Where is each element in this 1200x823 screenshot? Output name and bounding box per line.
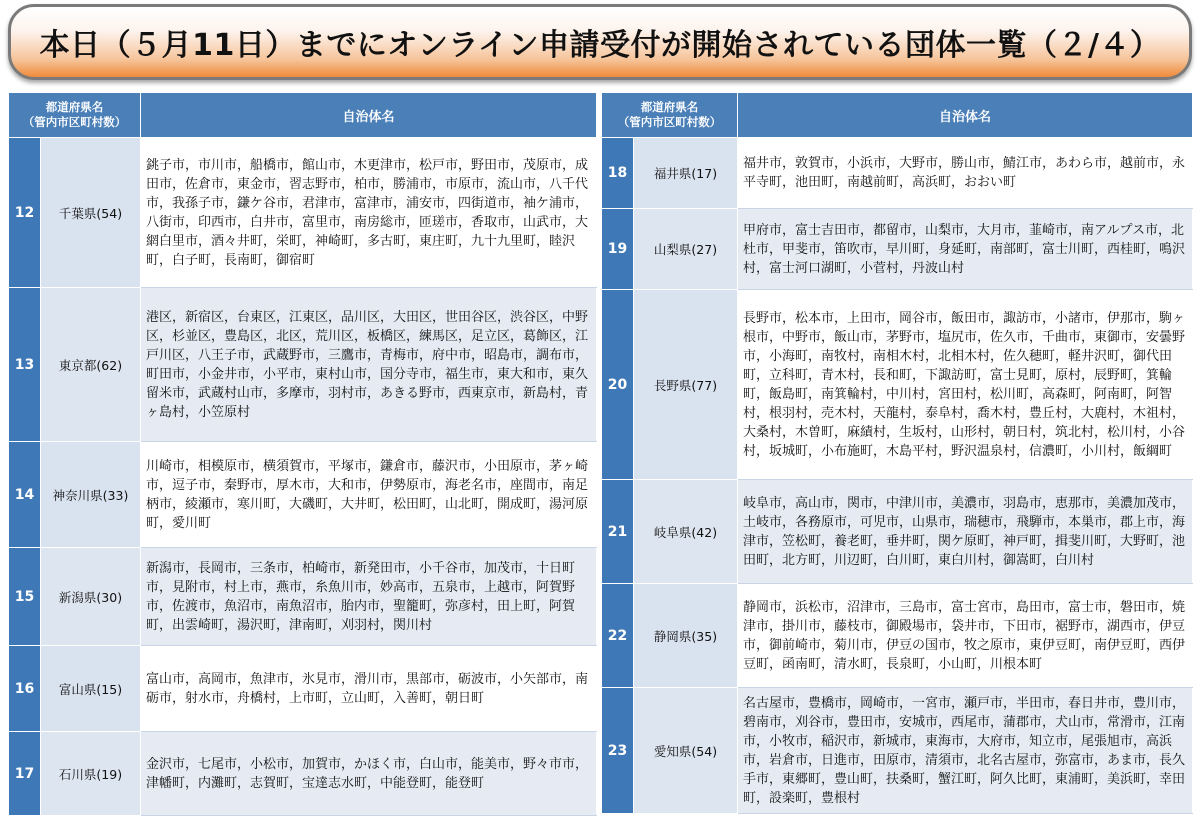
table-row <box>602 138 1193 209</box>
municipality-list: 静岡市，浜松市，沼津市，三島市，富士宮市，島田市，富士市，磐田市，焼津市，掛川市，藤枝市，御殿場市，袋井市，下田市，裾野市，湖西市，伊豆市，御前崎市，菊川市，伊豆の国市，牧之原市，東伊豆町，南伊豆町，西伊豆町，函南町，清水町，長泉町，小山町，川根本町 <box>738 584 1193 688</box>
row-number: 22 <box>602 584 634 688</box>
row-number: 14 <box>9 442 41 548</box>
right-table <box>601 92 1193 814</box>
prefecture-name: 富山県(15) <box>41 646 141 732</box>
row-number: 18 <box>602 138 634 209</box>
municipality-list: 長野市，松本市，上田市，岡谷市，飯田市，諏訪市，小諸市，伊那市，駒ヶ根市，中野市，飯山市，茅野市，塩尻市，佐久市，千曲市，東御市，安曇野市，小海町，南牧村，南相木村，北相木村，佐久穂町，軽井沢町，御代田町，立科町，青木村，長和町，下諏訪町，富士見町，原村，辰野町，箕輪町，飯島町，南箕輪村，中川村，宮田村，松川町，高森町，阿南町，阿智村，根羽村，売木村，天龍村，泰阜村，喬木村，豊丘村，大鹿村，木祖村，大桑村，木曽町，麻績村，生坂村，山形村，朝日村，筑北村，松川村，小谷村，坂城町，小布施町，木島平村，野沢温泉村，信濃町，小川村，飯綱町 <box>738 290 1193 480</box>
table-row <box>9 288 597 442</box>
prefecture-name: 東京都(62) <box>41 288 141 442</box>
table-row <box>602 209 1193 290</box>
prefecture-name: 神奈川県(33) <box>41 442 141 548</box>
municipality-list: 川崎市，相模原市，横須賀市，平塚市，鎌倉市，藤沢市，小田原市，茅ヶ崎市，逗子市，秦野市，厚木市，大和市，伊勢原市，海老名市，座間市，南足柄市，綾瀬市，寒川町，大磯町，大井町，松田町，山北町，開成町，湯河原町，愛川町 <box>141 442 597 548</box>
title-banner <box>8 4 1192 80</box>
right-header-row <box>602 93 1193 138</box>
row-number: 16 <box>9 646 41 732</box>
prefecture-header-line1: 都道府県名 <box>45 100 104 114</box>
row-number: 23 <box>602 688 634 814</box>
prefecture-header-line2: （管内市区町村数） <box>617 115 722 129</box>
prefecture-header-line1: 都道府県名 <box>640 100 699 114</box>
prefecture-column-header <box>9 93 141 138</box>
municipality-column-header: 自治体名 <box>738 93 1193 138</box>
row-number: 19 <box>602 209 634 290</box>
prefecture-name: 山梨県(27) <box>634 209 738 290</box>
row-number: 17 <box>9 732 41 816</box>
prefecture-name: 愛知県(54) <box>634 688 738 814</box>
left-table-panel <box>8 92 596 816</box>
row-number: 12 <box>9 138 41 288</box>
table-row <box>602 290 1193 480</box>
municipality-list: 新潟市，長岡市，三条市，柏崎市，新発田市，小千谷市，加茂市，十日町市，見附市，村上市，燕市，糸魚川市，妙高市，五泉市，上越市，阿賀野市，佐渡市，魚沼市，南魚沼市，胎内市，聖籠町，弥彦村，田上町，阿賀町，出雲崎町，湯沢町，津南町，刈羽村，関川村 <box>141 548 597 646</box>
prefecture-name: 千葉県(54) <box>41 138 141 288</box>
table-row <box>602 688 1193 814</box>
municipality-list: 福井市，敦賀市，小浜市，大野市，勝山市，鯖江市，あわら市，越前市，永平寺町，池田町，南越前町，高浜町，おおい町 <box>738 138 1193 209</box>
prefecture-name: 長野県(77) <box>634 290 738 480</box>
left-table <box>8 92 597 816</box>
municipality-list: 甲府市，富士吉田市，都留市，山梨市，大月市，韮崎市，南アルプス市，北杜市，甲斐市，笛吹市，早川町，身延町，南部町，富士川町，西桂町，鳴沢村，富士河口湖町，小菅村，丹波山村 <box>738 209 1193 290</box>
municipality-list: 岐阜市，高山市，関市，中津川市，美濃市，羽島市，恵那市，美濃加茂市，土岐市，各務原市，可児市，山県市，瑞穂市，飛騨市，本巣市，郡上市，海津市，笠松町，養老町，垂井町，関ケ原町，神戸町，揖斐川町，大野町，池田町，北方町，川辺町，白川町，東白川村，御嵩町，白川村 <box>738 480 1193 584</box>
row-number: 21 <box>602 480 634 584</box>
table-row <box>9 548 597 646</box>
prefecture-header-line2: （管内市区町村数） <box>22 115 127 129</box>
prefecture-name: 新潟県(30) <box>41 548 141 646</box>
municipality-list: 銚子市，市川市，船橋市，館山市，木更津市，松戸市，野田市，茂原市，成田市，佐倉市，東金市，習志野市，柏市，勝浦市，市原市，流山市，八千代市，我孫子市，鎌ケ谷市，君津市，富津市，浦安市，四街道市，袖ケ浦市，八街市，印西市，白井市，富里市，南房総市，匝瑳市，香取市，山武市，大網白里市，酒々井町，栄町，神崎町，多古町，東庄町，九十九里町，睦沢町，白子町，長南町，御宿町 <box>141 138 597 288</box>
row-number: 15 <box>9 548 41 646</box>
table-row <box>602 480 1193 584</box>
prefecture-name: 静岡県(35) <box>634 584 738 688</box>
right-table-panel <box>601 92 1192 814</box>
prefecture-name: 福井県(17) <box>634 138 738 209</box>
prefecture-name: 岐阜県(42) <box>634 480 738 584</box>
row-number: 13 <box>9 288 41 442</box>
municipality-column-header: 自治体名 <box>141 93 597 138</box>
left-header-row <box>9 93 597 138</box>
municipality-list: 名古屋市，豊橋市，岡崎市，一宮市，瀬戸市，半田市，春日井市，豊川市，碧南市，刈谷市，豊田市，安城市，西尾市，蒲郡市，犬山市，常滑市，江南市，小牧市，稲沢市，新城市，東海市，大府市，知立市，尾張旭市，高浜市，岩倉市，日進市，田原市，清須市，北名古屋市，弥富市，あま市，長久手市，東郷町，豊山町，扶桑町，蟹江町，阿久比町，東浦町，美浜町，幸田町，設楽町，豊根村 <box>738 688 1193 814</box>
table-row <box>9 442 597 548</box>
prefecture-column-header <box>602 93 738 138</box>
row-number: 20 <box>602 290 634 480</box>
table-row <box>9 138 597 288</box>
municipality-list: 富山市，高岡市，魚津市，氷見市，滑川市，黒部市，砺波市，小矢部市，南砺市，射水市，舟橋村，上市町，立山町，入善町，朝日町 <box>141 646 597 732</box>
municipality-list: 港区，新宿区，台東区，江東区，品川区，大田区，世田谷区，渋谷区，中野区，杉並区，豊島区，北区，荒川区，板橋区，練馬区，足立区，葛飾区，江戸川区，八王子市，武蔵野市，三鷹市，青梅市，府中市，昭島市，調布市，町田市，小金井市，小平市，東村山市，国分寺市，福生市，東大和市，東久留米市，武蔵村山市，多摩市，羽村市，あきる野市，西東京市，新島村，青ヶ島村，小笠原村 <box>141 288 597 442</box>
municipality-list: 金沢市，七尾市，小松市，加賀市，かほく市，白山市，能美市，野々市市，津幡町，内灘町，志賀町，宝達志水町，中能登町，能登町 <box>141 732 597 816</box>
prefecture-name: 石川県(19) <box>41 732 141 816</box>
table-row <box>9 732 597 816</box>
page-title: 本日（５月11日）までにオンライン申請受付が開始されている団体一覧（２/４） <box>39 28 1161 63</box>
table-row <box>9 646 597 732</box>
table-row <box>602 584 1193 688</box>
